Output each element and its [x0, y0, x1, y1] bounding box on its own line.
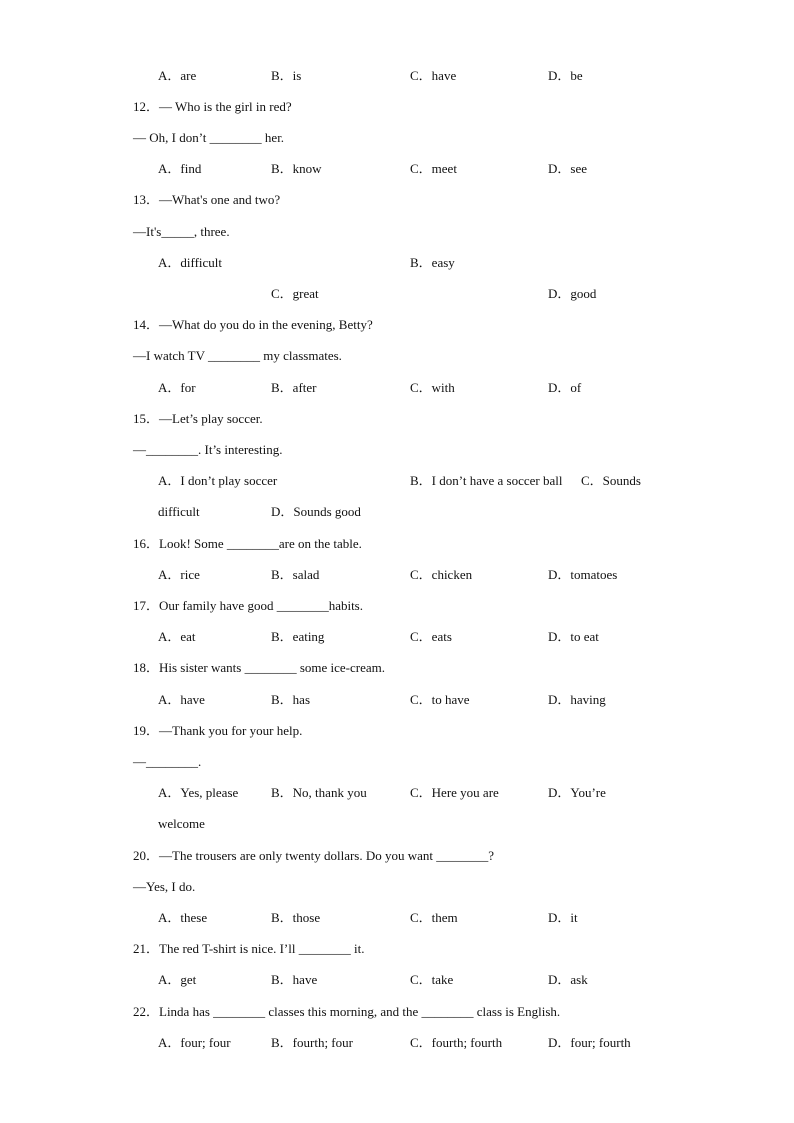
option-d: D．see [548, 161, 587, 176]
option-c: C．great [271, 286, 319, 301]
option-b: B．after [271, 380, 317, 395]
option-b: B．have [271, 972, 318, 987]
option-a: A．for [158, 380, 196, 395]
option-b: B．easy [410, 255, 455, 270]
question-20: 20．—The trousers are only twenty dollars. Do you want ________? [133, 848, 495, 863]
option-b: B．know [271, 161, 322, 176]
option-a: A．get [158, 972, 197, 987]
question-14: 14．—What do you do in the evening, Betty? [133, 317, 373, 332]
option-b: B．is [271, 68, 302, 83]
question-15: 15．—Let’s play soccer. [133, 411, 263, 426]
question-17: 17．Our family have good ________habits. [133, 598, 363, 613]
option-d: D．it [548, 910, 578, 925]
option-b: B．salad [271, 567, 320, 582]
option-d: D．of [548, 380, 582, 395]
option-d: D．good [548, 286, 597, 301]
option-b: B．those [271, 910, 321, 925]
option-a: A．have [158, 692, 205, 707]
option-d: D．four; fourth [548, 1035, 631, 1050]
option-d: D．Sounds good [271, 504, 361, 519]
question-20-response: —Yes, I do. [133, 879, 196, 894]
option-c: C．chicken [410, 567, 473, 582]
option-c: C．them [410, 910, 458, 925]
option-d: D．You’re [548, 785, 606, 800]
option-c: C．to have [410, 692, 470, 707]
option-b: B．fourth; four [271, 1035, 353, 1050]
option-a: A．eat [158, 629, 196, 644]
option-b: B．eating [271, 629, 325, 644]
option-c: C．with [410, 380, 455, 395]
option-d: D．be [548, 68, 583, 83]
option-b: B．No, thank you [271, 785, 367, 800]
question-21: 21．The red T-shirt is nice. I’ll ________ it. [133, 941, 365, 956]
option-a: A．four; four [158, 1035, 231, 1050]
option-a: A．difficult [158, 255, 223, 270]
question-12-response: — Oh, I don’t ________ her. [133, 130, 285, 145]
option-a: A．rice [158, 567, 200, 582]
option-c: C．have [410, 68, 457, 83]
option-a: A．Yes, please [158, 785, 239, 800]
option-d: D．ask [548, 972, 588, 987]
question-15-response: —________. It’s interesting. [133, 442, 283, 457]
question-13: 13．—What's one and two? [133, 192, 281, 207]
option-b: B．has [271, 692, 311, 707]
question-16: 16．Look! Some ________are on the table. [133, 536, 362, 551]
option-c: C．meet [410, 161, 457, 176]
option-a: A．find [158, 161, 202, 176]
option-c-continued: difficult [158, 504, 200, 519]
option-d: D．to eat [548, 629, 599, 644]
option-d: D．tomatoes [548, 567, 618, 582]
option-c: C．eats [410, 629, 452, 644]
option-c: C．fourth; fourth [410, 1035, 503, 1050]
question-18: 18．His sister wants ________ some ice-cream. [133, 660, 386, 675]
option-a: A．are [158, 68, 197, 83]
option-c: C．Sounds [581, 473, 641, 488]
option-c: C．take [410, 972, 454, 987]
question-14-response: —I watch TV ________ my classmates. [133, 348, 342, 363]
option-c: C．Here you are [410, 785, 499, 800]
option-a: A．these [158, 910, 208, 925]
option-d: D．having [548, 692, 606, 707]
question-12: 12．— Who is the girl in red? [133, 99, 292, 114]
option-b: B．I don’t have a soccer ball [410, 473, 563, 488]
question-19-response: —________. [133, 754, 202, 769]
option-d-continued: welcome [158, 816, 205, 831]
question-22: 22．Linda has ________ classes this morning, and the ________ class is English. [133, 1004, 561, 1019]
question-13-response: —It's_____, three. [133, 224, 230, 239]
question-19: 19．—Thank you for your help. [133, 723, 303, 738]
option-a: A．I don’t play soccer [158, 473, 278, 488]
